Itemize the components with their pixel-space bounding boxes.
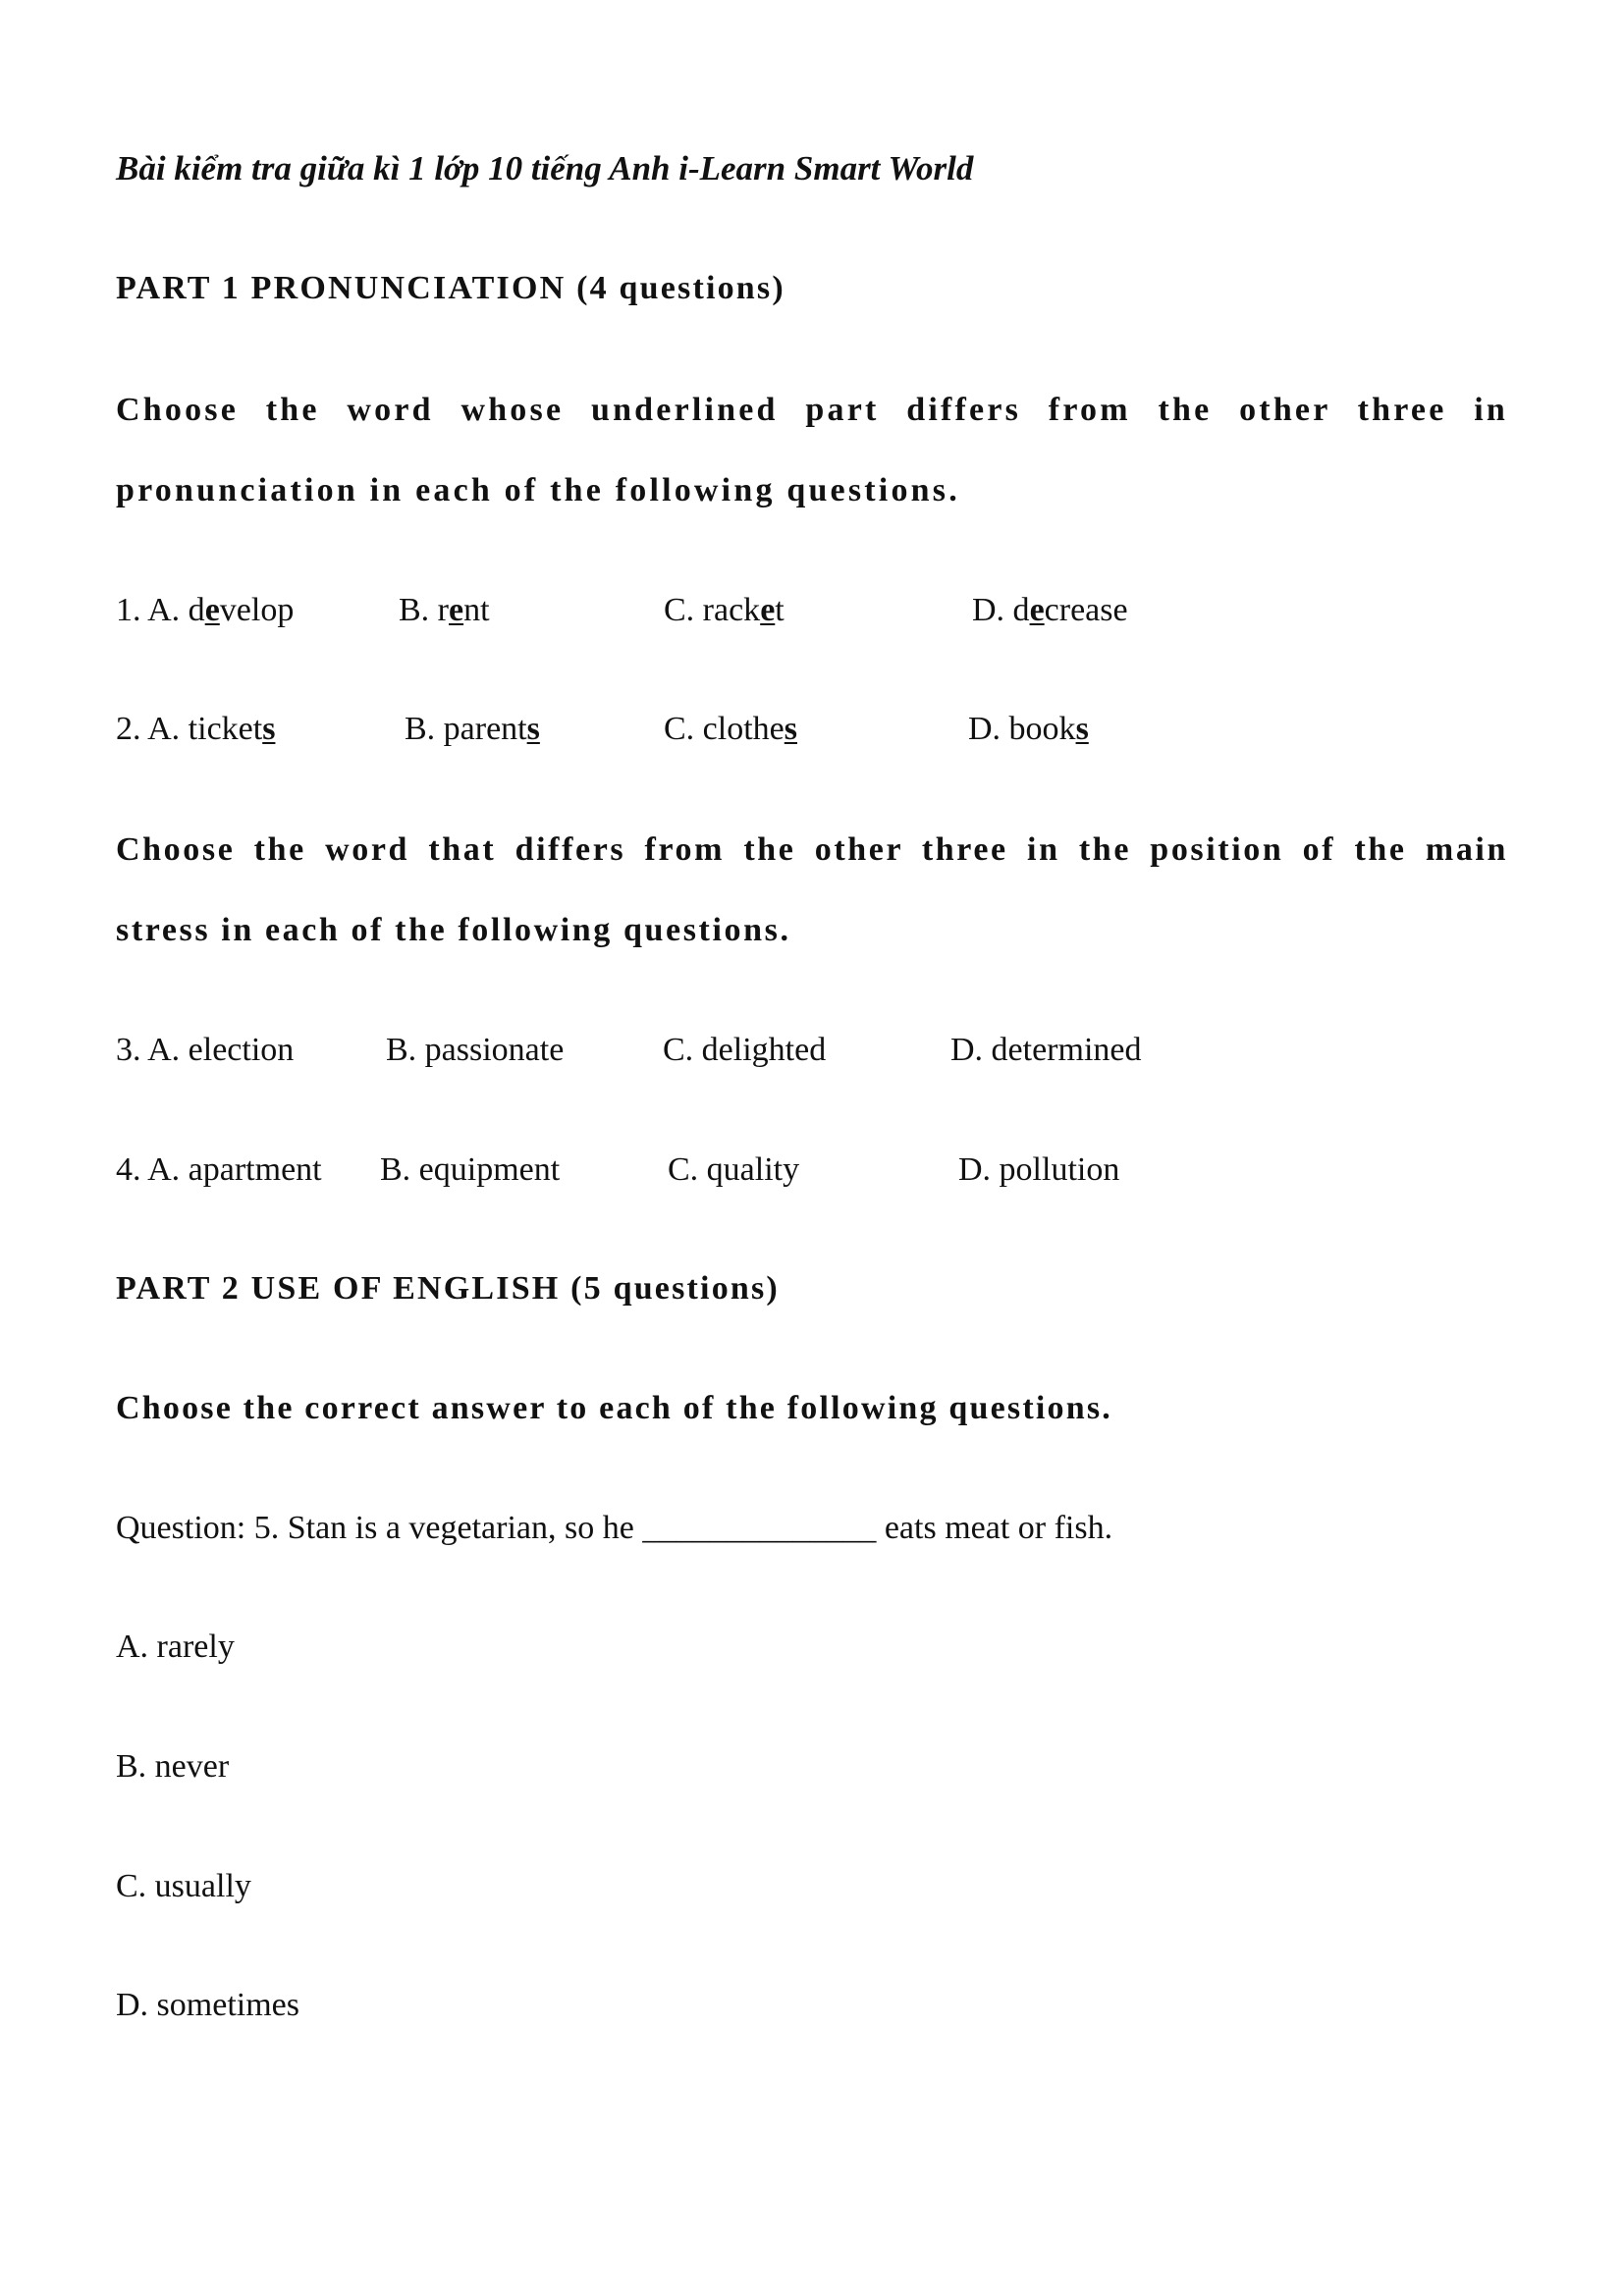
q1-option-c: C. racket bbox=[664, 592, 785, 628]
q5-option-c: C. usually bbox=[116, 1868, 251, 1904]
q4-option-d: D. pollution bbox=[958, 1151, 1120, 1188]
part2-instruction: Choose the correct answer to each of the following questions. bbox=[116, 1390, 1112, 1426]
part1-heading: PART 1 PRONUNCIATION (4 questions) bbox=[116, 270, 785, 306]
q2-option-c: C. clothes bbox=[664, 711, 797, 747]
q2-option-a: 2. A. tickets bbox=[116, 711, 276, 747]
part1-instruction1-line2: pronunciation in each of the following questions. bbox=[116, 472, 960, 508]
q5-option-a: A. rarely bbox=[116, 1629, 235, 1665]
part2-heading: PART 2 USE OF ENGLISH (5 questions) bbox=[116, 1270, 780, 1307]
part1-instruction2-line1: Choose the word that differs from the other three in the position of the main bbox=[116, 831, 1508, 868]
q3-option-c: C. delighted bbox=[663, 1032, 827, 1068]
q3-option-b: B. passionate bbox=[386, 1032, 565, 1068]
q2-option-b: B. parents bbox=[405, 711, 540, 747]
q2-option-d: D. books bbox=[968, 711, 1089, 747]
q4-option-c: C. quality bbox=[668, 1151, 800, 1188]
q1-option-b: B. rent bbox=[399, 592, 490, 628]
q3-option-d: D. determined bbox=[950, 1032, 1142, 1068]
q4-option-b: B. equipment bbox=[380, 1151, 561, 1188]
q4-option-a: 4. A. apartment bbox=[116, 1151, 322, 1188]
part1-instruction2-line2: stress in each of the following questions. bbox=[116, 912, 791, 948]
part1-instruction1-line1: Choose the word whose underlined part differs from the other three in bbox=[116, 392, 1508, 428]
q1-option-d: D. decrease bbox=[972, 592, 1128, 628]
q3-option-a: 3. A. election bbox=[116, 1032, 295, 1068]
q5-option-d: D. sometimes bbox=[116, 1987, 299, 2023]
q1-option-a: 1. A. develop bbox=[116, 592, 295, 628]
q5-stem: Question: 5. Stan is a vegetarian, so he ______________ eats meat or fish. bbox=[116, 1510, 1113, 1546]
q5-option-b: B. never bbox=[116, 1748, 230, 1785]
document-title: Bài kiểm tra giữa kì 1 lớp 10 tiếng Anh i-Learn Smart World bbox=[116, 149, 974, 187]
